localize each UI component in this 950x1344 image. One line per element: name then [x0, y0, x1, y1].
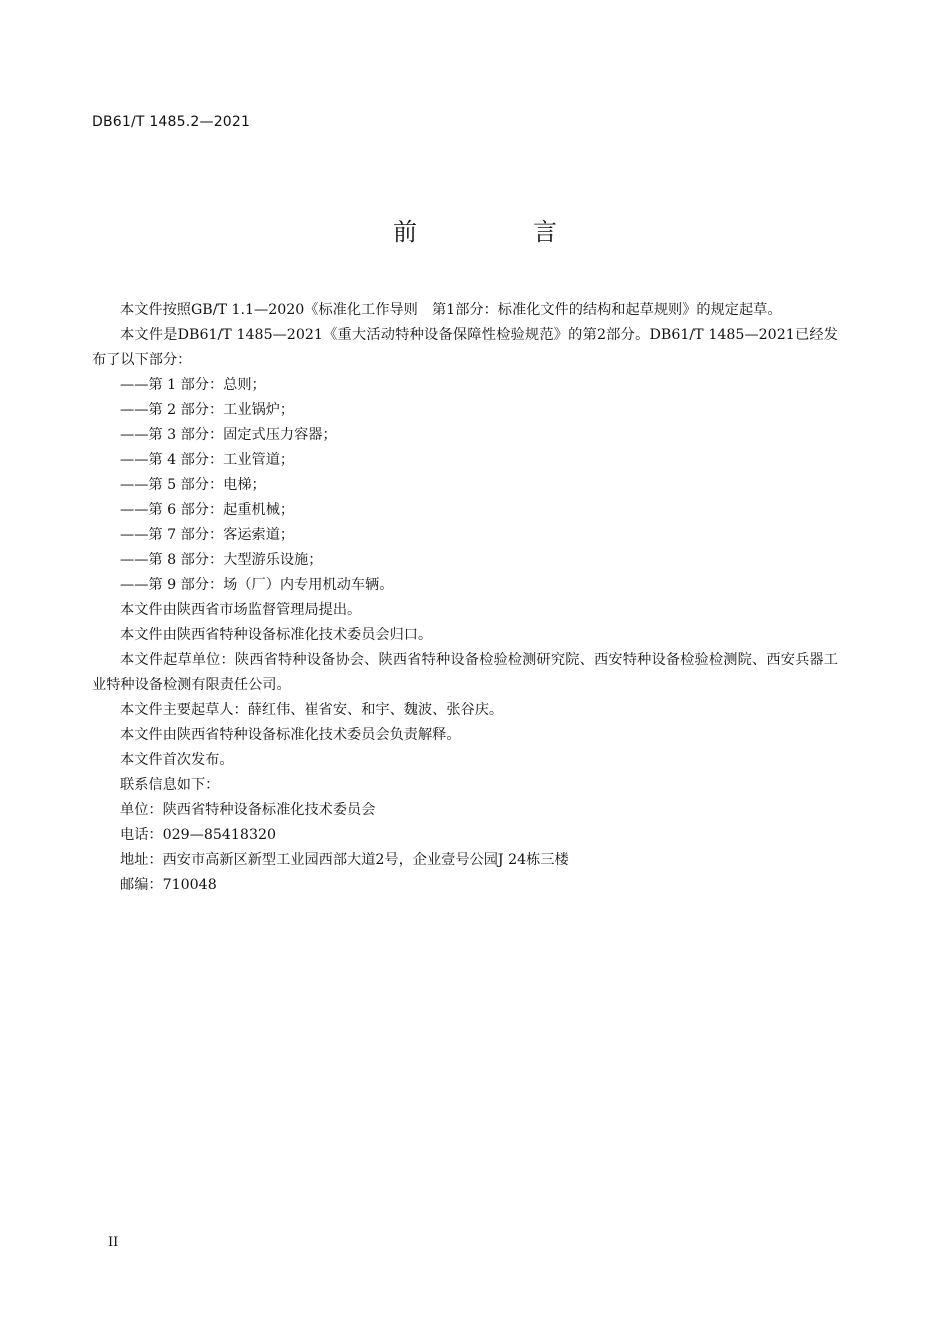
list-item: ——第 6 部分：起重机械；: [120, 502, 295, 518]
paragraph-first-release: 本文件首次发布。: [120, 752, 234, 768]
page-number: II: [108, 1235, 119, 1250]
list-item: ——第 2 部分：工业锅炉；: [120, 402, 295, 418]
paragraph-committee: 本文件由陕西省特种设备标准化技术委员会归口。: [120, 627, 433, 643]
page-title: 前 言: [393, 218, 603, 246]
paragraph-contact-intro: 联系信息如下：: [120, 777, 220, 793]
paragraph-proposer: 本文件由陕西省市场监督管理局提出。: [120, 602, 362, 618]
list-item: ——第 3 部分：固定式压力容器；: [120, 427, 337, 443]
list-item: ——第 5 部分：电梯；: [120, 477, 266, 493]
paragraph-series-intro: 本文件是DB61/T 1485—2021《重大活动特种设备保障性检验规范》的第2部分。DB61/T 1485—2021已经发布了以下部分：: [92, 327, 838, 368]
paragraph-drafters: 本文件主要起草人：薛红伟、崔省安、和宇、魏波、张谷庆。: [120, 702, 504, 718]
list-item: ——第 4 部分：工业管道；: [120, 452, 295, 468]
parts-list: [92, 373, 838, 598]
list-item: ——第 7 部分：客运索道；: [120, 527, 295, 543]
list-item: ——第 1 部分：总则；: [120, 377, 266, 393]
contact-address: 地址：西安市高新区新型工业园西部大道2号，企业壹号公园J 24栋三楼: [120, 852, 569, 868]
contact-postcode: 邮编：710048: [120, 877, 217, 893]
paragraph-drafting-rules: 本文件按照GB/T 1.1—2020《标准化工作导则 第1部分：标准化文件的结构和起草规则》的规定起草。: [120, 302, 782, 318]
paragraph-interpretation: 本文件由陕西省特种设备标准化技术委员会负责解释。: [120, 727, 461, 743]
paragraph-drafting-units: 本文件起草单位：陕西省特种设备协会、陕西省特种设备检验检测研究院、西安特种设备检验检测院、西安兵器工业特种设备检测有限责任公司。: [92, 652, 838, 693]
list-item: ——第 8 部分：大型游乐设施；: [120, 552, 323, 568]
list-item: ——第 9 部分：场（厂）内专用机动车辆。: [120, 577, 394, 593]
foreword-content: [92, 298, 838, 898]
document-id: DB61/T 1485.2—2021: [92, 114, 251, 130]
contact-unit: 单位：陕西省特种设备标准化技术委员会: [120, 802, 376, 818]
contact-phone: 电话：029—85418320: [120, 827, 277, 843]
